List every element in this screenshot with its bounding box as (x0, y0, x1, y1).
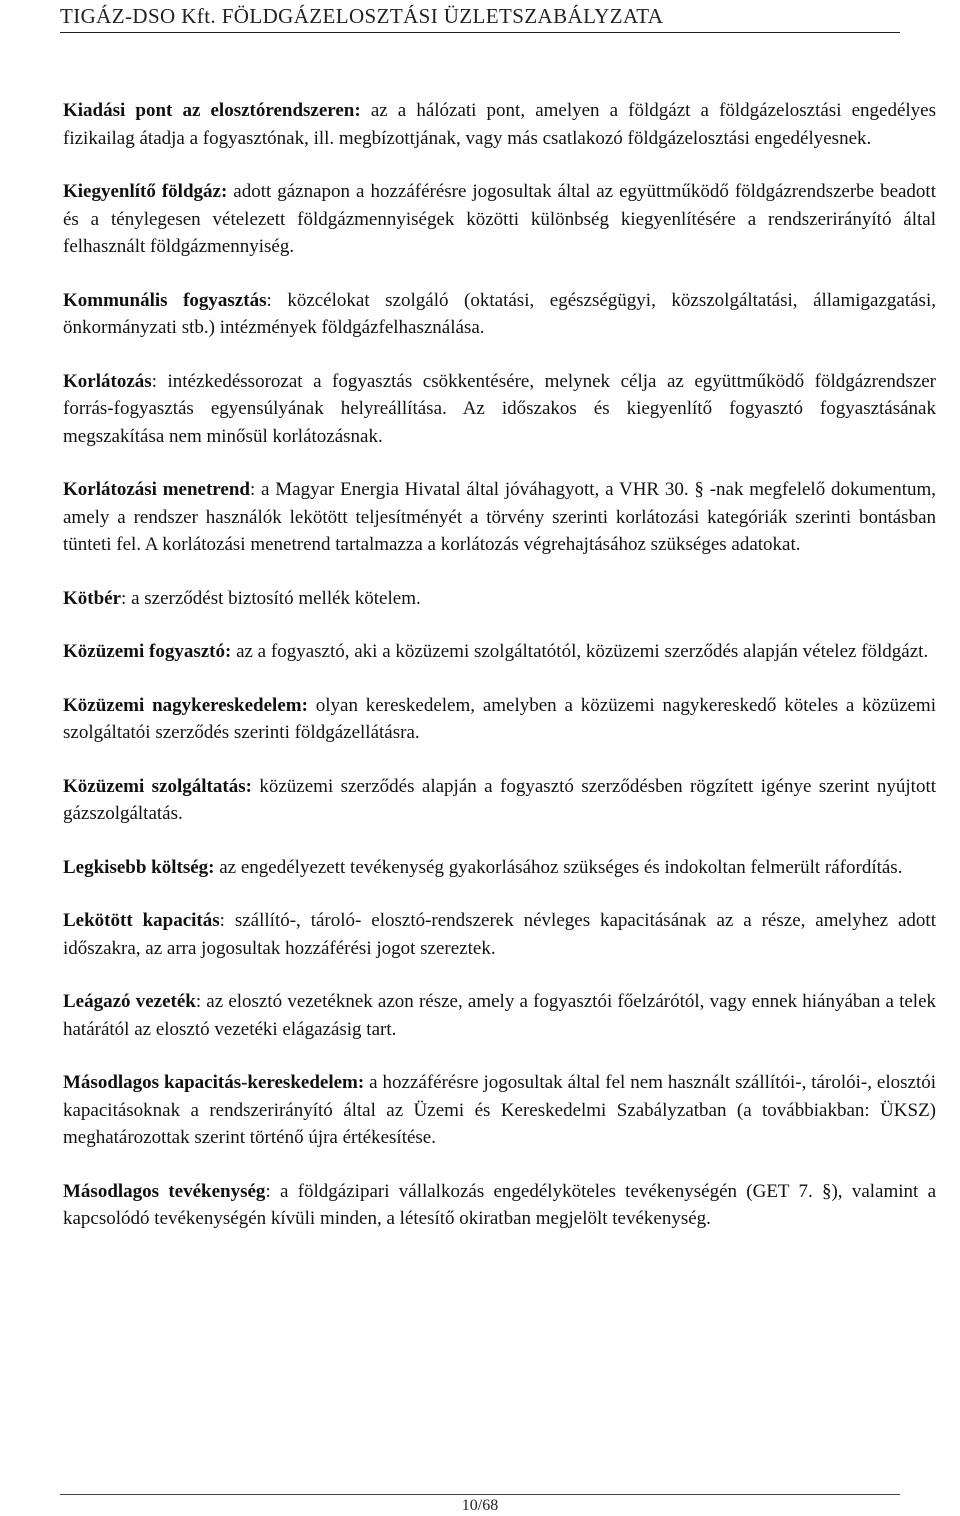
definition-entry (63, 854, 936, 882)
page-number: 10/68 (461, 1497, 499, 1514)
definition-term: Kiadási pont az elosztórendszeren: (63, 100, 361, 121)
definition-separator: : (121, 587, 132, 609)
definition-separator: : (249, 479, 262, 500)
definition-text: az a hálózati pont, amelyen a földgázt a földgázelosztási engedélyes fizikailag átadja a fogyasztónak, ill. megbízottjának, vagy más csatlakozó földgázelosztási engedélyesnek. (63, 100, 936, 149)
definition-term: Másodlagos tevékenység (63, 1180, 266, 1202)
definition-term: Leágazó vezeték (63, 991, 196, 1012)
definition-text: az engedélyezett tevékenység gyakorlásához szükséges és indokoltan felmerült ráfordítás. (219, 856, 903, 878)
definition-entry (63, 907, 936, 962)
definition-term: Kötbér (63, 587, 122, 609)
definition-separator: : (265, 1180, 280, 1202)
footer-rule (60, 1494, 900, 1495)
definition-term: Közüzemi nagykereskedelem: (63, 694, 308, 716)
definition-text: a hozzáférésre jogosultak által fel nem használt szállítói-, tárolói-, elosztói kapacitásoknak a rendszerirányító által az Üzemi és Kereskedelmi Szabályzatban (a továbbiakban: ÜKSZ) meghatározottak szerint történő újra értékesítése. (63, 1072, 936, 1148)
definition-separator (361, 100, 371, 121)
definition-text: a Magyar Energia Hivatal által jóváhagyott, a VHR 30. § -nak megfelelő dokumentum, amely a rendszer használók lekötött teljesítményét a törvény szerinti korlátozási kategóriák szerinti bontásban tünteti fel. A korlátozási menetrend tartalmazza a korlátozás végrehajtásához szükséges adatokat. (63, 479, 937, 555)
definitions-list (63, 97, 936, 1259)
definition-entry (63, 585, 936, 613)
definition-text: adott gáznapon a hozzáférésre jogosultak által az együttműködő földgázrendszerbe beadott és a ténylegesen vételezett földgázmennyiségek közötti különbség kiegyenlítésére a rendszerirányító által felhasznált földgázmennyiség. (63, 181, 936, 257)
definition-term: Közüzemi szolgáltatás: (63, 775, 252, 797)
definition-entry (63, 692, 936, 747)
definition-term: Másodlagos kapacitás-kereskedelem: (63, 1072, 365, 1093)
definition-term: Korlátozás (63, 370, 152, 392)
header-rule (60, 32, 900, 33)
definition-entry (63, 1069, 936, 1152)
definition-entry (63, 988, 936, 1043)
definition-text: a földgázipari vállalkozás engedélyköteles tevékenységén (GET 7. §), valamint a kapcsolódó tevékenységén kívüli minden, a létesítő okiratban megjelölt tevékenység. (63, 1180, 937, 1229)
definition-entry (63, 1178, 936, 1233)
definition-entry (63, 97, 936, 152)
definition-text: az a fogyasztó, aki a közüzemi szolgáltatótól, közüzemi szerződés alapján vételez földgázt. (236, 641, 929, 662)
definition-text: közüzemi szerződés alapján a fogyasztó szerződésben rögzített igénye szerint nyújtott gázszolgáltatás. (63, 775, 936, 824)
definition-separator (308, 695, 316, 716)
definition-term: Lekötött kapacitás (63, 910, 220, 931)
definition-term: Kiegyenlítő földgáz: (63, 181, 228, 202)
definition-entry (63, 476, 936, 559)
definition-text: szállító-, tároló- elosztó-rendszerek névleges kapacitásának az a része, amelyhez adott időszakra, az arra jogosultak hozzáférési jogot szereztek. (63, 910, 936, 959)
definition-term: Közüzemi fogyasztó: (63, 641, 232, 662)
definition-entry (63, 368, 936, 451)
definition-term: Korlátozási menetrend (63, 479, 250, 500)
page-header (0, 0, 960, 34)
definition-text: intézkedéssorozat a fogyasztás csökkentésére, melynek célja az együttműködő földgázrendszer forrás-fogyasztás egyensúlyának helyreállítása. Az időszakos és kiegyenlítő fogyasztó fogyasztásának megszakítása nem minősül korlátozásnak. (63, 370, 936, 447)
definition-separator: : (219, 910, 235, 931)
definition-entry (63, 287, 936, 342)
definition-entry (63, 773, 936, 828)
definition-entry (63, 178, 936, 261)
definition-text: közcélokat szolgáló (oktatási, egészségügyi, közszolgáltatási, államigazgatási, önkormányzati stb.) intézmények földgázfelhasználása. (63, 289, 936, 338)
definition-text: az elosztó vezetéknek azon része, amely a fogyasztói főelzárótól, vagy ennek hiányában a telek határától az elosztó vezetéki elágazásig tart. (63, 991, 937, 1040)
definition-term: Kommunális fogyasztás (63, 289, 267, 311)
header-title: TIGÁZ-DSO Kft. FÖLDGÁZELOSZTÁSI ÜZLETSZABÁLYZATA (60, 4, 664, 28)
definition-separator: : (151, 370, 168, 392)
definition-separator: : (266, 289, 288, 311)
definition-entry (63, 638, 936, 666)
definition-text: a szerződést biztosító mellék kötelem. (131, 587, 421, 609)
definition-text: olyan kereskedelem, amelyben a közüzemi nagykereskedő köteles a közüzemi szolgáltatói szerződés szerinti földgázellátásra. (63, 694, 936, 743)
definition-term: Legkisebb költség: (63, 856, 215, 878)
definition-separator: : (195, 991, 207, 1012)
